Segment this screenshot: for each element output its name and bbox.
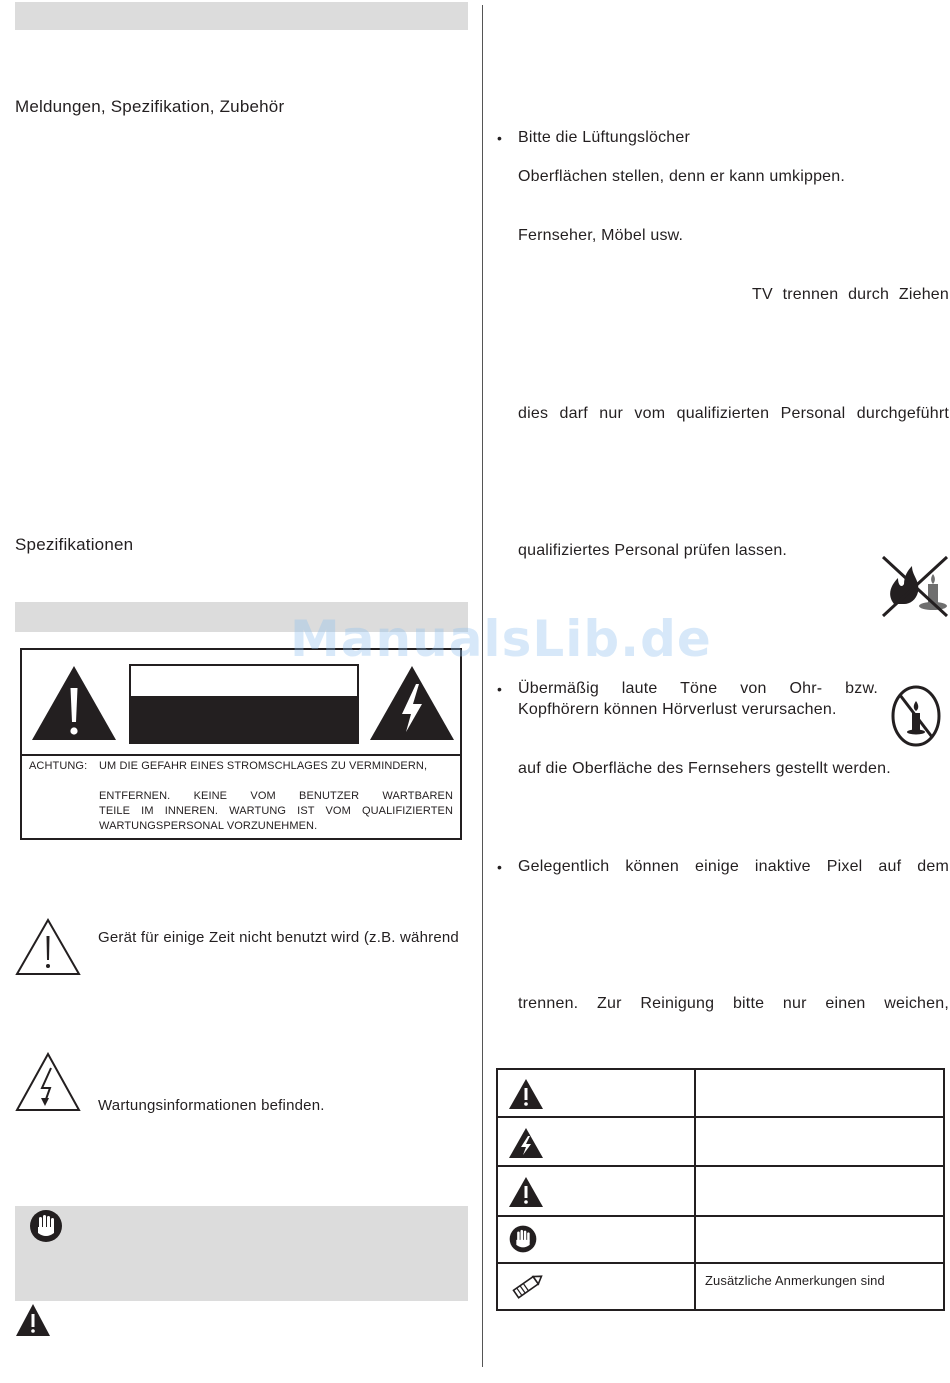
- caution-text: Gerät für einige Zeit nicht benutzt wird (z.B. während: [98, 929, 459, 946]
- text-oberflaeche-des-fernsehers: auf die Oberfläche des Fernsehers gestellt werden.: [518, 760, 891, 777]
- lightning-text: Wartungsinformationen befinden.: [98, 1097, 325, 1114]
- lightning-triangle-icon: [368, 664, 456, 742]
- text-dies-darf: dies darf nur vom qualifizierten Personal durchgeführt: [518, 405, 949, 422]
- column-divider: [482, 5, 483, 1367]
- bullet-luftungsloecher: Bitte die Lüftungslöcher: [518, 129, 691, 146]
- lightning-warning-icon: [508, 1127, 544, 1159]
- warning-triangle-small-icon: [15, 1303, 51, 1337]
- lightning-outline-triangle-icon: [15, 1052, 81, 1112]
- text-qualifiziertes-personal: qualifiziertes Personal prüfen lassen.: [518, 542, 788, 559]
- electric-shock-warning-label: [20, 648, 462, 840]
- warning-triangle-icon: [508, 1078, 544, 1110]
- stop-hand-icon: [508, 1224, 538, 1254]
- toc-line-spezifikationen: Spezifikationen: [15, 535, 134, 554]
- text-oberflaechen: Oberflächen stellen, denn er kann umkippen.: [518, 168, 846, 185]
- symbol-legend-table: [496, 1068, 945, 1311]
- section-header-bar-top: [15, 2, 468, 30]
- caution-triangle-icon: [508, 1176, 544, 1208]
- warning-label-line-2: ENTFERNEN. KEINE VOM BENUTZER WARTBAREN: [99, 790, 453, 802]
- warning-label-line-1: UM DIE GEFAHR EINES STROMSCHLAGES ZU VERMINDERN,: [99, 760, 428, 772]
- bullet-inaktive-pixel: Gelegentlich können einige inaktive Pixel auf dem: [518, 858, 949, 875]
- bullet-uebermaessig-laute-toene: Übermäßig laute Töne von Ohr- bzw.: [518, 680, 878, 697]
- text-fernseher-moebel: Fernseher, Möbel usw.: [518, 227, 684, 244]
- text-tv-trennen: TV trennen durch Ziehen: [752, 286, 949, 303]
- text-kopfhoerern: Kopfhörern können Hörverlust verursachen.: [518, 701, 837, 718]
- important-note-box: [15, 1206, 468, 1301]
- caution-outline-triangle-icon: [15, 918, 81, 976]
- warning-label-panel: [129, 664, 359, 744]
- no-open-flame-icon: [880, 554, 950, 618]
- warning-label-line-4: WARTUNGSPERSONAL VORZUNEHMEN.: [99, 820, 318, 832]
- text-reinigung: trennen. Zur Reinigung bitte nur einen weichen,: [518, 995, 949, 1012]
- symbol-note-text: Zusätzliche Anmerkungen sind: [705, 1273, 885, 1288]
- bullet-marker: •: [497, 130, 502, 146]
- stop-hand-icon: [28, 1208, 64, 1244]
- toc-line-meldungen: Meldungen, Spezifikation, Zubehör: [15, 97, 285, 116]
- warning-label-achtung: ACHTUNG:: [29, 760, 88, 772]
- watermark: ManualsLib.de: [290, 610, 712, 668]
- warning-label-line-3: TEILE IM INNEREN. WARTUNG IST VOM QUALIFIZIERTEN: [99, 805, 453, 817]
- bullet-marker: •: [497, 681, 502, 697]
- pencil-note-icon: [508, 1270, 546, 1304]
- bullet-marker: •: [497, 859, 502, 875]
- exclamation-triangle-icon: [30, 664, 118, 742]
- no-candle-icon: [890, 685, 942, 747]
